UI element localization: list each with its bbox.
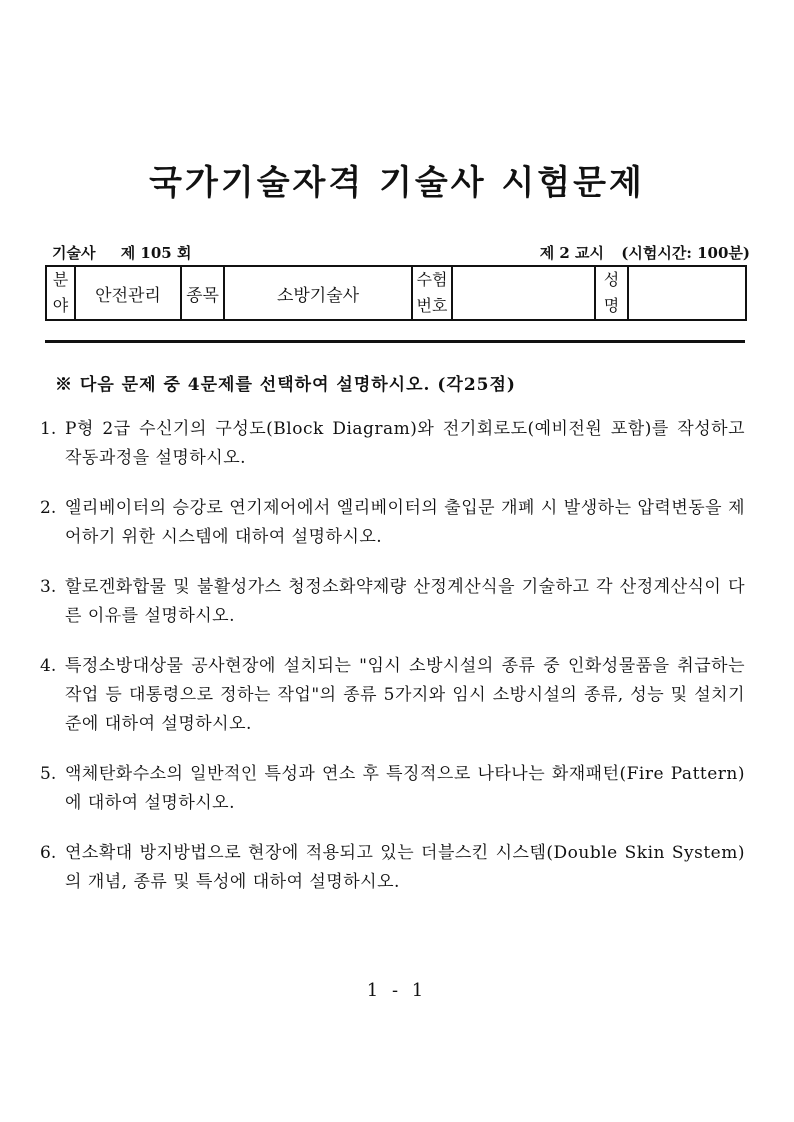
exam-session: 제 2 교시	[539, 244, 605, 262]
question-item	[40, 415, 745, 473]
question-number: 1.	[40, 419, 57, 439]
exam-number-label-cell	[412, 266, 452, 320]
question-item	[40, 839, 745, 897]
question-item	[40, 652, 745, 739]
exam-number-label-top: 수험	[416, 270, 448, 289]
question-item	[40, 573, 745, 631]
question-text: P형 2급 수신기의 구성도(Block Diagram)와 전기회로도(예비전원 포함)를 작성하고 작동과정을 설명하시오.	[65, 419, 745, 468]
question-item	[40, 494, 745, 552]
name-label-bottom: 명	[603, 296, 620, 315]
subject-value: 소방기술사	[224, 266, 412, 320]
question-text: 엘리베이터의 승강로 연기제어에서 엘리베이터의 출입문 개폐 시 발생하는 압력변동을 제어하기 위한 시스템에 대하여 설명하시오.	[65, 498, 745, 547]
field-label-cell	[46, 266, 75, 320]
name-label-cell	[595, 266, 628, 320]
exam-title: 국가기술자격 기술사 시험문제	[149, 163, 645, 203]
header-divider	[45, 340, 745, 343]
exam-meta-right	[528, 242, 750, 263]
question-text: 연소확대 방지방법으로 현장에 적용되고 있는 더블스킨 시스템(Double Skin System)의 개념, 종류 및 특성에 대하여 설명하시오.	[65, 843, 745, 892]
instruction-text: ※ 다음 문제 중 4문제를 선택하여 설명하시오. (각25점)	[55, 375, 516, 395]
question-number: 2.	[40, 498, 57, 518]
field-label-bottom: 야	[52, 296, 69, 315]
question-number: 3.	[40, 577, 57, 597]
exam-number-label-bottom: 번호	[416, 296, 448, 315]
exam-info-table	[45, 265, 747, 321]
question-text: 할로겐화합물 및 불활성가스 청정소화약제량 산정계산식을 기술하고 각 산정계산식이 다른 이유를 설명하시오.	[65, 577, 745, 626]
question-number: 4.	[40, 656, 57, 676]
exam-category: 기술사	[52, 244, 96, 262]
question-text: 액체탄화수소의 일반적인 특성과 연소 후 특징적으로 나타나는 화재패턴(Fire Pattern)에 대하여 설명하시오.	[65, 764, 745, 813]
field-label-top: 분	[52, 270, 69, 289]
exam-meta-left	[52, 242, 211, 263]
exam-round: 제 105 회	[120, 244, 192, 262]
exam-number-field[interactable]	[452, 266, 595, 320]
subject-label: 종목	[181, 266, 224, 320]
field-value: 안전관리	[75, 266, 181, 320]
question-item	[40, 760, 745, 818]
name-label-top: 성	[603, 270, 620, 289]
question-number: 5.	[40, 764, 57, 784]
name-field[interactable]	[628, 266, 746, 320]
question-text: 특정소방대상물 공사현장에 설치되는 "임시 소방시설의 종류 중 인화성물품을 취급하는 작업 등 대통령으로 정하는 작업"의 종류 5가지와 임시 소방시설의 종류, 성능 및 설치기준에 대하여 설명하시오.	[65, 656, 745, 734]
question-number: 6.	[40, 843, 57, 863]
question-list	[40, 415, 745, 918]
page-number: 1 - 1	[366, 980, 428, 1001]
exam-time: (시험시간: 100분)	[621, 244, 750, 262]
